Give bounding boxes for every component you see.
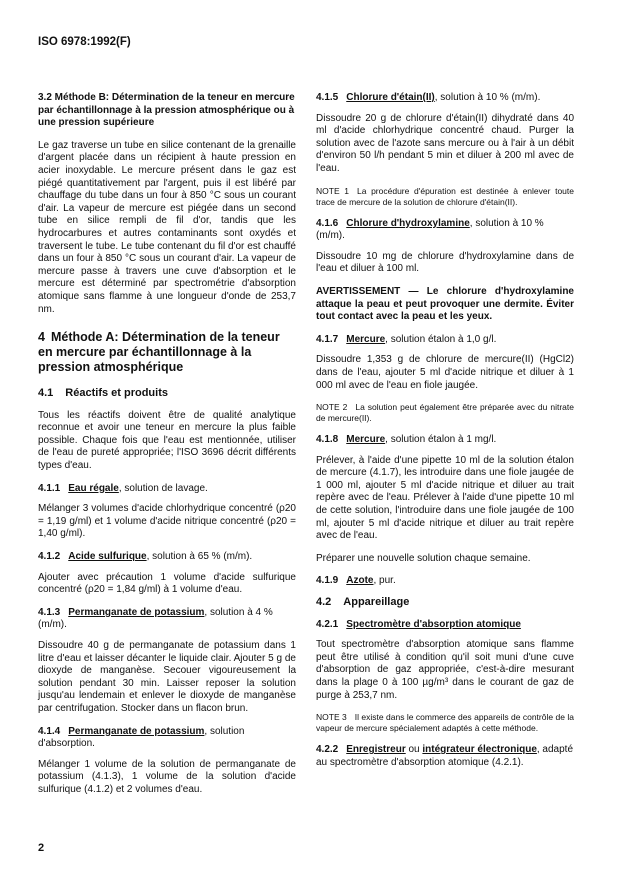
section-4-number: 4 <box>38 330 45 345</box>
section-4-2-number: 4.2 <box>316 596 332 609</box>
section-4-1-4-heading <box>38 726 296 751</box>
note-2-label: NOTE 2 <box>316 402 348 413</box>
section-4-1-1-number: 4.1.1 <box>38 482 61 494</box>
section-4-1-8-number: 4.1.8 <box>316 434 339 446</box>
section-4-1-5-rest: , solution à 10 % (m/m). <box>434 92 541 103</box>
section-4-1-6-heading <box>316 218 574 243</box>
right-column <box>316 92 574 777</box>
section-4-2-2-rest: , adapté au spectromètre d'absorption atomique (4.2.1). <box>316 744 574 768</box>
section-4-1-5-text: Dissoudre 20 g de chlorure d'étain(II) dihydraté dans 40 ml d'acide chlorhydrique concentré chaud. Purger la solution avec de l'azote sans mercure ou à l'air à un débit d'environ 50 l/h pendant 5 min et diluer à 200 ml avec de l'eau. <box>316 112 574 174</box>
section-4-1-7-rest: , solution étalon à 1,0 g/l. <box>385 333 497 345</box>
section-4-1-6-title: Chlorure d'hydroxylamine <box>346 217 470 229</box>
note-3 <box>316 712 574 734</box>
section-4-title: Méthode A: Détermination de la teneur en mercure par échantillonnage à la pression atmosphérique <box>38 330 280 375</box>
section-4-1-8-rest: , solution étalon à 1 mg/l. <box>385 434 497 446</box>
page-header: ISO 6978:1992(F) <box>38 36 131 48</box>
section-4-1-2-heading <box>38 551 296 564</box>
section-4-1-5-heading <box>316 92 574 105</box>
note-1-text: La procédure d'épuration est destinée à enlever toute trace de mercure de la solution de chlorure d'étain(II). <box>316 185 574 207</box>
section-4-1-5-title: Chlorure d'étain(II) <box>346 92 435 103</box>
section-4-1-heading <box>38 387 296 400</box>
section-4-heading <box>38 330 296 375</box>
section-3-2-title: 3.2 Méthode B: Détermination de la teneur en mercure par échantillonnage à la pression atmosphérique ou à une pression supérieure <box>38 92 295 129</box>
section-4-1-7-heading <box>316 334 574 347</box>
section-4-2-heading <box>316 596 574 609</box>
note-2-text: La solution peut également être préparée avec du nitrate de mercure(II). <box>316 402 575 424</box>
section-4-2-2-heading <box>316 744 574 769</box>
section-4-1-8-text-2: Préparer une nouvelle solution chaque semaine. <box>316 552 531 564</box>
note-3-text: Il existe dans le commerce des appareils de contrôle de la vapeur de mercure spécialement adaptés à cette méthode. <box>316 712 574 734</box>
section-4-1-6-rest: , solution à 10 % (m/m). <box>316 217 544 242</box>
section-4-1-1-text: Mélanger 3 volumes d'acide chlorhydrique concentré (ρ20 = 1,19 g/ml) et 1 volume d'acide nitrique concentré (ρ20 = 1,40 g/ml). <box>38 503 296 540</box>
section-4-1-4-number: 4.1.4 <box>38 725 61 737</box>
section-4-1-text: Tous les réactifs doivent être de qualité analytique reconnue et avoir une teneur en mercure la plus faible possible. Chaque fois que l'eau est mentionnée, utiliser de l'eau de pureté appropriée; l'ISO 3696 décrit différents types d'eau. <box>38 409 296 472</box>
section-4-1-5-number: 4.1.5 <box>316 92 339 103</box>
section-4-1-8-title: Mercure <box>346 434 386 446</box>
section-4-1-1-title: Eau régale <box>68 482 119 494</box>
section-4-1-4-title: Permanganate de potassium <box>68 725 205 737</box>
section-4-2-1-heading <box>316 619 574 632</box>
section-4-1-7-number: 4.1.7 <box>316 333 339 345</box>
section-4-2-1-number: 4.2.1 <box>316 618 339 630</box>
section-4-1-3-title: Permanganate de potassium <box>68 606 205 618</box>
section-4-1-2-rest: , solution à 65 % (m/m). <box>146 551 253 563</box>
section-4-1-4-text: Mélanger 1 volume de la solution de permanganate de potassium (4.1.3), 1 volume de la solution d'acide sulfurique (4.1.2) et 2 volumes d'eau. <box>38 758 296 795</box>
section-4-1-1-rest: , solution de lavage. <box>118 482 208 494</box>
section-4-1-6-text: Dissoudre 10 mg de chlorure d'hydroxylamine dans de l'eau et diluer à 100 ml. <box>316 250 574 275</box>
section-4-2-2-number: 4.2.2 <box>316 744 339 756</box>
note-2 <box>316 402 574 424</box>
section-4-1-3-heading <box>38 607 296 632</box>
section-4-2-1-text: Tout spectromètre d'absorption atomique sans flamme peut être utilisé à condition qu'il soit muni d'une cuve d'absorption de gaz appropriée, c'est-à-dire mesurant dans la plage 0 à 100 µg/m³ dans le courant de gaz de purge à 253,7 nm. <box>316 639 574 701</box>
section-4-1-2-title: Acide sulfurique <box>68 551 147 563</box>
section-4-1-9-rest: , pur. <box>373 575 396 587</box>
section-3-2-text: Le gaz traverse un tube en silice contenant de la grenaille d'argent placée dans un récipient à haute pression en acier inoxydable. Le mercure présent dans le gaz est piégé quantitativement par l'argent, puis il est libéré par chauffage du tube dans un four à 850 °C sous un courant d'air. La vapeur de mercure est piégée dans un second tube en silice rempli de fil d'or, tandis que les hydrocarbures et autres contaminants sont oxydés et traversent le tube. Le tube contenant du fil d'or est chauffé dans un four à 850 °C sous un courant d'air. La vapeur de mercure passe à travers une cuve d'absorption et le mercure est déterminé par spectrométrie d'absorption atomique sans flamme à une longueur d'onde de 253,7 nm. <box>38 139 296 315</box>
section-4-1-6-number: 4.1.6 <box>316 217 339 229</box>
section-4-1-2-number: 4.1.2 <box>38 551 61 563</box>
section-4-2-2-mid: ou <box>405 744 423 756</box>
section-4-1-8-heading <box>316 434 574 447</box>
section-4-1-3-rest: , solution à 4 % (m/m). <box>38 606 273 631</box>
note-1 <box>316 186 574 208</box>
section-4-1-9-title: Azote <box>346 575 374 587</box>
warning-text: AVERTISSEMENT — Le chlorure d'hydroxylamine attaque la peau et peut provoquer une dermite. Éviter tout contact avec la peau et les yeux. <box>316 285 574 323</box>
page-number: 2 <box>38 842 45 854</box>
section-4-1-2-text: Ajouter avec précaution 1 volume d'acide sulfurique concentré (ρ20 = 1,84 g/ml) à 1 volume d'eau. <box>38 571 296 596</box>
left-column <box>38 92 296 807</box>
section-4-1-1-heading <box>38 483 296 496</box>
section-4-1-number: 4.1 <box>38 387 54 400</box>
section-4-1-3-text: Dissoudre 40 g de permanganate de potassium dans 1 litre d'eau et laisser décanter le liquide clair. Ajouter 5 g de dioxyde de manganèse. Secouer vigoureusement la solution pendant 30 min. Laisser reposer la solution jusqu'au lendemain et enlever le dioxyde de manganèse par centrifugation. Stocker dans un flacon brun. <box>38 640 296 714</box>
section-4-2-2-title: Enregistreur <box>346 744 406 756</box>
section-4-1-8-text: Prélever, à l'aide d'une pipette 10 ml de la solution étalon de mercure (4.1.7), les introduire dans une fiole jaugée de 1 000 ml, ajouter 5 ml d'acide nitrique et diluer au trait repère avec de l'eau. Prélever à l'aide d'une pipette 10 ml de cette solution, l'introduire dans une fiole jaugée de 100 ml, ajouter 5 ml d'acide nitrique et diluer au trait repère avec de l'eau. <box>316 454 574 542</box>
note-3-label: NOTE 3 <box>316 712 347 723</box>
section-4-1-3-number: 4.1.3 <box>38 606 61 618</box>
section-4-1-4-rest: , solution d'absorption. <box>38 725 245 750</box>
section-4-1-title: Réactifs et produits <box>65 387 168 400</box>
section-4-1-9-number: 4.1.9 <box>316 575 339 587</box>
section-4-2-2-title-2: intégrateur électronique <box>422 744 537 756</box>
note-1-label: NOTE 1 <box>316 185 349 196</box>
section-4-1-7-title: Mercure <box>346 333 386 345</box>
section-4-2-title: Appareillage <box>343 596 410 609</box>
section-4-2-1-title: Spectromètre d'absorption atomique <box>346 618 521 630</box>
section-4-1-7-text: Dissoudre 1,353 g de chlorure de mercure(II) (HgCl2) dans de l'eau, ajouter 5 ml d'acide nitrique et diluer à 1 000 ml avec de l'eau en fiole jaugée. <box>316 354 574 391</box>
section-4-1-9-heading <box>316 575 574 588</box>
